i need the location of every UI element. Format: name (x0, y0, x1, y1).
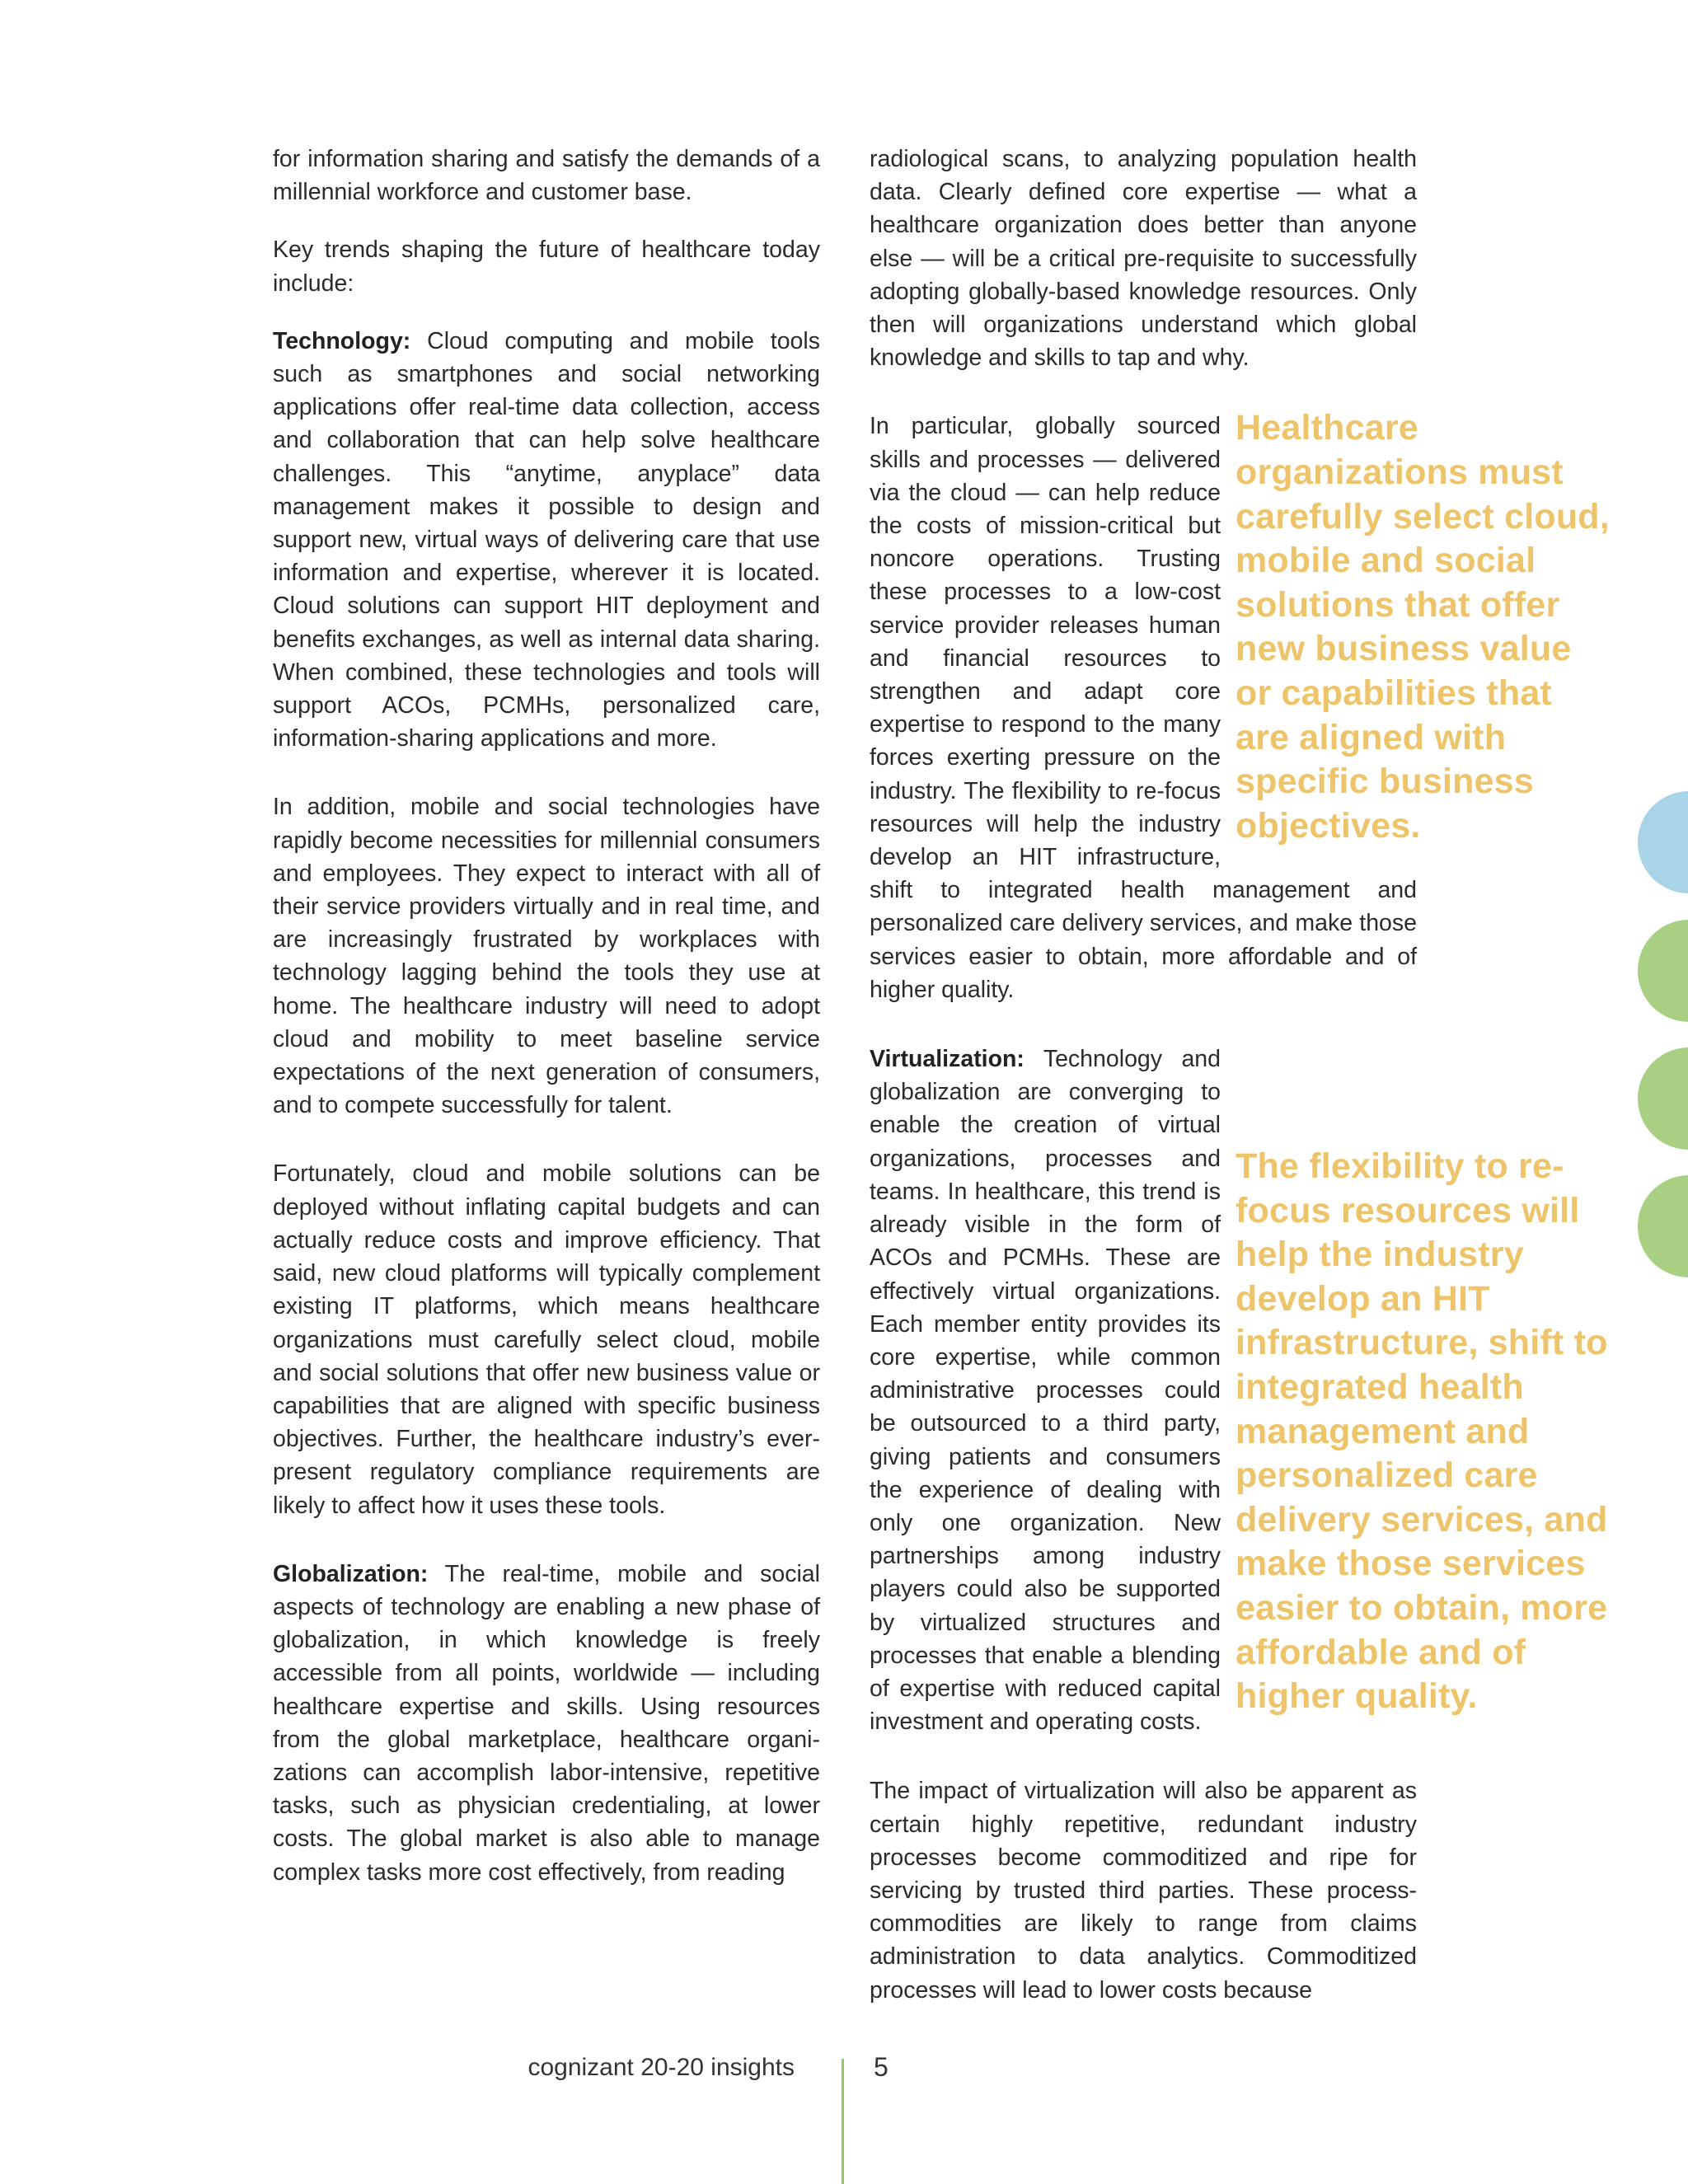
paragraph: for information sharing and satisfy the demands of a millennial workforce and customer base. (273, 146, 820, 206)
technology-paragraph (273, 325, 820, 756)
page-number: 5 (874, 2052, 889, 2082)
globalization-heading: Globalization: (273, 1560, 429, 1587)
virtualization-paragraph (870, 1043, 1608, 1738)
decorative-dot-blue (1638, 791, 1688, 893)
paragraph: In addition, mobile and social technologies have rapidly become necessities for millennial consumers and employees. They expect to interact with all of their service providers virtually and in real time, and are increasingly frustrated by workplaces with technology lagging behind the tools they use at home. The healthcare industry will need to adopt cloud and mobility to meet baseline service expectations of the next generation of consumers, and to compete successfully for talent. (273, 794, 820, 1119)
paragraph: The impact of virtualization will also be apparent as certain highly repetitive, redundant industry processes become commoditized and ripe for servicing by trusted third parties. These process-commodities are likely to range from claims administration to data analytics. Commoditized processes will lead to lower costs because (870, 1778, 1417, 2004)
virtualization-heading: Virtualization: (870, 1046, 1025, 1073)
decorative-dot-green (1638, 920, 1688, 1022)
technology-heading: Technology: (273, 327, 411, 354)
footer-divider (842, 2059, 844, 2184)
pull-quote-2: The flexibility to re-focus resources will help the industry develop an HIT infrastructure, shift to integrated health management and personalized care delivery services, and make those services easier to obtain, more affordable and of higher quality. (1236, 1146, 1608, 1717)
decorative-dot-green (1638, 1175, 1688, 1277)
virtualization-text: Technology and globalization are converging to enable the creation of virtual organizations, processes and teams. In healthcare, this trend is already visible in the form of ACOs and PCMHs. These are effectively virtual organizations. Each member entity provides its core expertise, while common administrative processes could be outsourced to a third party, giving patients and consumers the experience of dealing with only one organization. New partnerships among industry players could also be supported by virtualized structures and processes that enable a blending of expertise with reduced capital investment and operating costs. (870, 1046, 1221, 1736)
pull-quote-1: Healthcare organizations must carefully select cloud, mobile and social solutions that offer new business value or capabilities that are aligned with specific business objectives. (1236, 408, 1610, 846)
paragraph: radiological scans, to analyzing population health data. Clearly defined core expertise — what a healthcare organization does better than anyone else — will be a critical pre-requisite to successfully adopting globally-based knowledge resources. Only then will organizations understand which global knowledge and skills to tap and why. (870, 146, 1417, 372)
paragraph: Fortunately, cloud and mobile solutions can be deployed without inflating capital budgets and can actually reduce costs and improve efficiency. That said, new cloud platforms will typically complement existing IT platforms, which means healthcare organizations must carefully select cloud, mobile and social solutions that offer new business value or capabilities that are aligned with specific business objectives. Further, the healthcare industry’s ever-present regulatory compliance requirements are likely to affect how it uses these tools. (273, 1160, 820, 1519)
footer-brand: cognizant 20-20 insights (528, 2054, 795, 2081)
left-column (273, 143, 820, 1889)
globalization-text: The real-time, mobile and social aspects of technology are enabling a new phase of globalization, in which knowledge is freely accessible from all points, worldwide — including healthcare expertise and skills. Using resources from the global marketplace, healthcare organizations can accomplish labor-intensive, repetitive tasks, such as physician credentialing, at lower costs. The global market is also able to manage complex tasks more cost effectively, from reading (273, 1560, 820, 1886)
paragraph: Key trends shaping the future of healthcare today include: (273, 237, 820, 297)
globalization-paragraph (273, 1558, 820, 1889)
paragraph: In particular, globally sourced skills and processes — delivered via the cloud — can help reduce the costs of mission-critical but noncore operations. Trusting these processes to a low-cost service provider releases human and financial resources to strengthen and adapt core expertise to respond to the many forces exerting pressure on the industry. The flexibility to re-focus resources will help the industry develop an HIT infrastructure, shift to integrated health management and personalized care delivery services, and make those services easier to obtain, more affordable and of higher quality. (870, 413, 1417, 1003)
decorative-dot-green (1638, 1047, 1688, 1150)
technology-text: Cloud computing and mobile tools such as smartphones and social networking applications offer real-time data collection, access and collaboration that can help solve healthcare challenges. This “anytime, anyplace” data management makes it possible to design and support new, virtual ways of delivering care that use information and expertise, wherever it is located. Cloud solutions can support HIT deployment and benefits exchanges, as well as internal data sharing. When combined, these technologies and tools will support ACOs, PCMHs, personalized care, information-sharing applications and more. (273, 327, 820, 752)
right-column (870, 143, 1610, 2007)
